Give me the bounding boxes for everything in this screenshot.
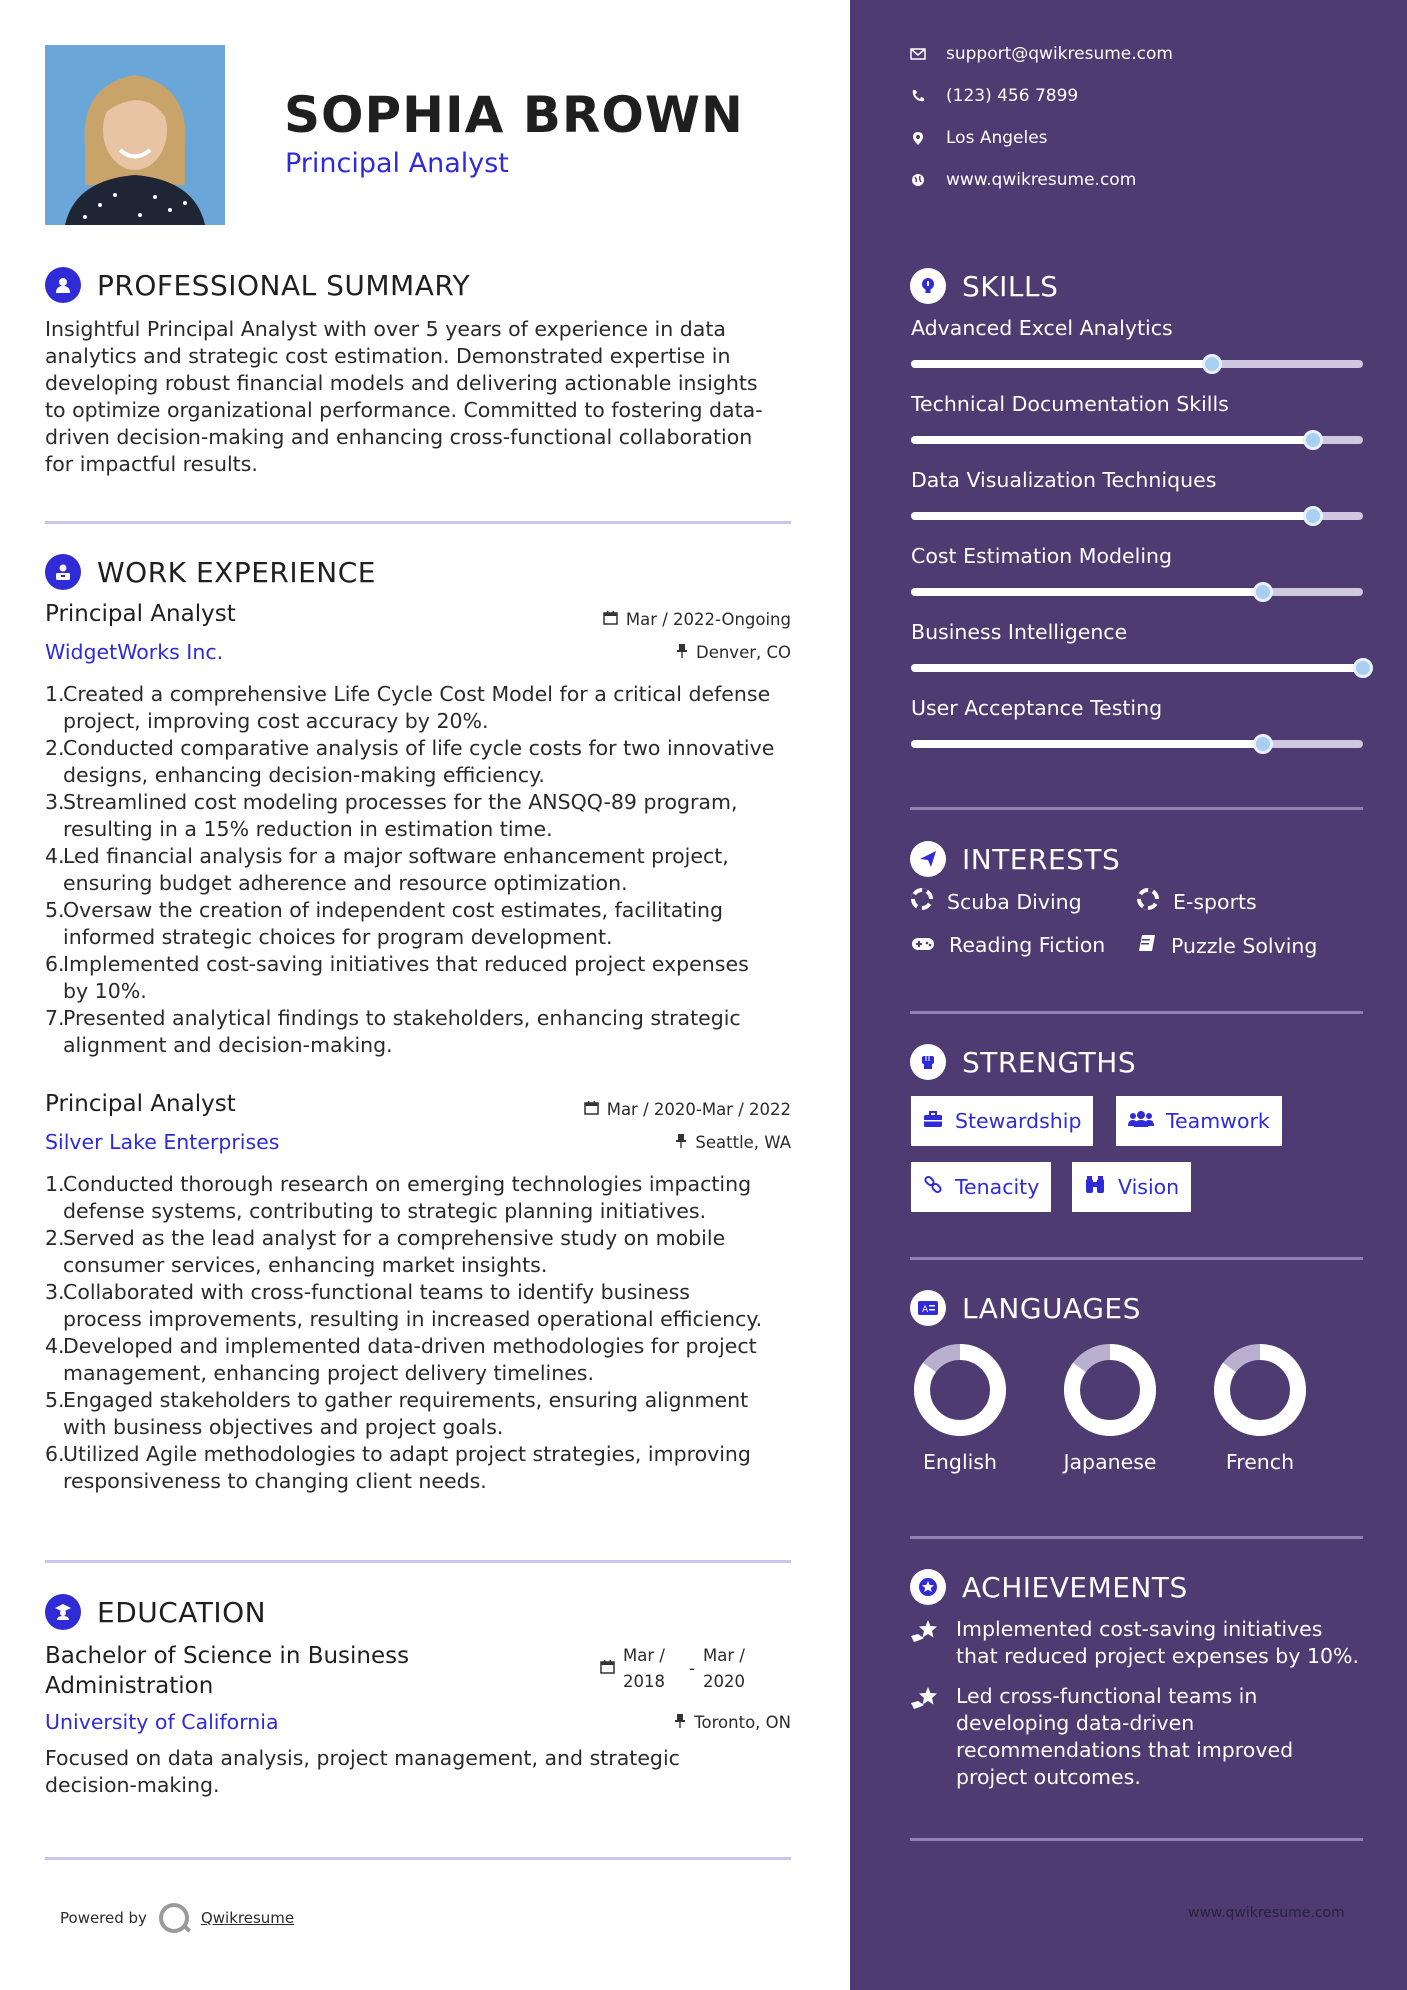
job-title: Principal Analyst <box>45 601 236 627</box>
star-badge-icon <box>910 1569 946 1605</box>
company-name: WidgetWorks Inc. <box>45 640 224 664</box>
divider <box>910 1536 1363 1539</box>
divider <box>45 1857 791 1860</box>
job-location: Denver, CO <box>676 643 791 662</box>
skill-bar <box>911 740 1363 748</box>
list-item: informed strategic choices for program development. <box>63 925 613 949</box>
candidate-name: SOPHIA BROWN <box>284 86 744 144</box>
skill-label: Advanced Excel Analytics <box>911 316 1173 340</box>
list-item: consumer services, enhancing market insights. <box>63 1253 548 1277</box>
list-item: responsiveness to changing client needs. <box>63 1469 487 1493</box>
pin-icon <box>675 1133 687 1152</box>
pin-icon <box>674 1713 686 1732</box>
fist-icon <box>910 1044 946 1080</box>
star-hand-icon <box>910 1616 942 1670</box>
globe-icon <box>910 173 926 187</box>
contact-phone[interactable]: (123) 456 7899 <box>910 86 1078 106</box>
list-item: 6. Utilized Agile methodologies to adapt project strategies, improving <box>45 1442 751 1466</box>
list-item: defense systems, contributing to strategic planning initiatives. <box>63 1199 707 1223</box>
skill-bar <box>911 664 1363 672</box>
skill-label: Cost Estimation Modeling <box>911 544 1173 568</box>
language-item <box>1050 1342 1170 1474</box>
toolbox-icon <box>923 1109 943 1133</box>
skill-bar <box>911 588 1363 596</box>
language-item <box>1200 1342 1320 1474</box>
interest-item: E-sports <box>1137 888 1257 915</box>
candidate-title: Principal Analyst <box>285 148 509 179</box>
job-title: Principal Analyst <box>45 1091 236 1117</box>
skill-label: Data Visualization Techniques <box>911 468 1217 492</box>
language-label: Japanese <box>1063 1450 1157 1474</box>
list-item: 4. Developed and implemented data-driven methodologies for project <box>45 1334 757 1358</box>
job-bullets <box>45 681 795 1059</box>
language-label: English <box>922 1450 998 1474</box>
list-item: ensuring budget adherence and resource optimization. <box>63 871 628 895</box>
language-icon <box>910 1290 946 1326</box>
calendar-icon <box>584 1100 599 1119</box>
link-icon <box>923 1175 943 1200</box>
skill-label: Business Intelligence <box>911 620 1128 644</box>
strengths-heading: STRENGTHS <box>910 1044 1136 1080</box>
interest-item: Puzzle Solving <box>1137 933 1317 958</box>
list-item: by 10%. <box>63 979 147 1003</box>
language-proficiency-gauge <box>912 1342 1008 1438</box>
divider <box>45 521 791 524</box>
binoculars-icon <box>1084 1175 1106 1200</box>
lightbulb-icon <box>910 268 946 304</box>
map-pin-icon <box>910 131 926 146</box>
list-item: 3. Collaborated with cross-functional teams to identify business <box>45 1280 690 1304</box>
list-item: designs, enhancing decision-making efficiency. <box>63 763 545 787</box>
list-item: management, enhancing project delivery timelines. <box>63 1361 595 1385</box>
profile-photo <box>45 45 225 225</box>
contact-location: Los Angeles <box>910 128 1048 148</box>
list-item: 3. Streamlined cost modeling processes for the ANSQQ-89 program, <box>45 790 738 814</box>
user-icon <box>45 267 81 303</box>
skill-bar-fill <box>911 664 1363 672</box>
skill-bar-fill <box>911 740 1263 748</box>
skill-level-knob <box>1303 430 1323 450</box>
language-item <box>900 1342 1020 1474</box>
job-bullets <box>45 1171 795 1495</box>
degree: Bachelor of Science in Business Administration <box>45 1643 410 1699</box>
language-proficiency-gauge <box>1062 1342 1158 1438</box>
summary-text: Insightful Principal Analyst with over 5 years of experience in data analytics and strategic cost estimation. Demonstrated expertise in developing robust financial models and delivering actionable insights to optimize organizational performance. Committed to fostering data- driven decision-making and enhancing cross-functional collaboration for impactful results. <box>45 317 763 476</box>
svg-text:A: A <box>922 1305 929 1315</box>
envelope-icon <box>910 48 926 60</box>
summary-heading: PROFESSIONAL SUMMARY <box>45 267 470 303</box>
list-item: with business objectives and project goals. <box>63 1415 504 1439</box>
work-heading: WORK EXPERIENCE <box>45 554 376 590</box>
skill-level-knob <box>1253 734 1273 754</box>
language-proficiency-gauge <box>1212 1342 1308 1438</box>
interest-item: Scuba Diving <box>911 888 1082 915</box>
education-location: Toronto, ON <box>674 1713 791 1732</box>
skill-bar-fill <box>911 512 1313 520</box>
list-item: 2. Conducted comparative analysis of life cycle costs for two innovative <box>45 736 775 760</box>
list-item: project, improving cost accuracy by 20%. <box>63 709 489 733</box>
lifebuoy-icon <box>1137 888 1159 915</box>
language-label: French <box>1225 1450 1295 1474</box>
brand-link[interactable]: Qwikresume <box>200 1909 295 1927</box>
skill-bar <box>911 512 1363 520</box>
education-description: Focused on data analysis, project management, and strategic decision-making. <box>45 1746 680 1797</box>
powered-by: Powered by Qwikresume <box>60 1903 294 1933</box>
book-icon <box>1137 933 1157 958</box>
graduate-icon <box>45 1594 81 1630</box>
skill-label: Technical Documentation Skills <box>911 392 1229 416</box>
qwikresume-logo-icon <box>159 1903 189 1933</box>
languages-heading: A LANGUAGES <box>910 1290 1141 1326</box>
footer-site[interactable]: www.qwikresume.com <box>1188 1905 1345 1921</box>
skill-bar-fill <box>911 436 1313 444</box>
contact-website[interactable]: www.qwikresume.com <box>910 170 1136 190</box>
divider <box>910 1257 1363 1260</box>
strength-tag: Stewardship <box>911 1096 1093 1146</box>
achievement-item: Implemented cost-saving initiatives that reduced project expenses by 10%. <box>910 1616 1370 1670</box>
strength-tag: Vision <box>1072 1162 1191 1212</box>
contact-email[interactable]: support@qwikresume.com <box>910 44 1173 64</box>
skill-bar-fill <box>911 588 1263 596</box>
calendar-icon <box>603 610 618 629</box>
job-location: Seattle, WA <box>675 1133 791 1152</box>
phone-icon <box>910 89 926 103</box>
lifebuoy-icon <box>911 888 933 915</box>
job-date: Mar / 2022-Ongoing <box>603 610 791 629</box>
skill-level-knob <box>1253 582 1273 602</box>
divider <box>910 1011 1363 1014</box>
skill-bar-fill <box>911 360 1212 368</box>
strength-tag: Tenacity <box>911 1162 1051 1212</box>
job-date: Mar / 2020-Mar / 2022 <box>584 1100 791 1119</box>
list-item: 4. Led financial analysis for a major software enhancement project, <box>45 844 729 868</box>
skill-bar <box>911 360 1363 368</box>
paper-plane-icon <box>910 841 946 877</box>
achievement-item: Led cross-functional teams in developing data-driven recommendations that improved project outcomes. <box>910 1683 1370 1791</box>
list-item: 1. Conducted thorough research on emerging technologies impacting <box>45 1172 752 1196</box>
gamepad-icon <box>911 933 935 957</box>
skill-bar <box>911 436 1363 444</box>
list-item: 7. Presented analytical findings to stakeholders, enhancing strategic <box>45 1006 741 1030</box>
company-name: Silver Lake Enterprises <box>45 1130 280 1154</box>
interests-heading: INTERESTS <box>910 841 1120 877</box>
skill-level-knob <box>1353 658 1373 678</box>
divider <box>910 807 1363 810</box>
list-item: 6. Implemented cost-saving initiatives that reduced project expenses <box>45 952 749 976</box>
list-item: process improvements, resulting in increased operational efficiency. <box>63 1307 763 1331</box>
list-item: 1. Created a comprehensive Life Cycle Cost Model for a critical defense <box>45 682 771 706</box>
education-heading: EDUCATION <box>45 1594 266 1630</box>
briefcase-user-icon <box>45 554 81 590</box>
list-item: resulting in a 15% reduction in estimation time. <box>63 817 553 841</box>
list-item: 2. Served as the lead analyst for a comprehensive study on mobile <box>45 1226 726 1250</box>
skill-level-knob <box>1303 506 1323 526</box>
education-date: Mar / 2018 - Mar / 2020 <box>600 1643 745 1695</box>
strength-tag: Teamwork <box>1116 1096 1282 1146</box>
list-item: 5. Oversaw the creation of independent cost estimates, facilitating <box>45 898 724 922</box>
achievements-heading: ACHIEVEMENTS <box>910 1569 1188 1605</box>
users-icon <box>1128 1109 1154 1133</box>
interest-item: Reading Fiction <box>911 933 1105 957</box>
skill-label: User Acceptance Testing <box>911 696 1163 720</box>
star-hand-icon <box>910 1683 942 1791</box>
pin-icon <box>676 643 688 662</box>
list-item: 5. Engaged stakeholders to gather requirements, ensuring alignment <box>45 1388 749 1412</box>
list-item: alignment and decision-making. <box>63 1033 393 1057</box>
calendar-icon <box>600 1656 615 1682</box>
divider <box>45 1560 791 1563</box>
divider <box>910 1838 1363 1841</box>
skills-heading: SKILLS <box>910 268 1058 304</box>
school-name: University of California <box>45 1710 279 1734</box>
